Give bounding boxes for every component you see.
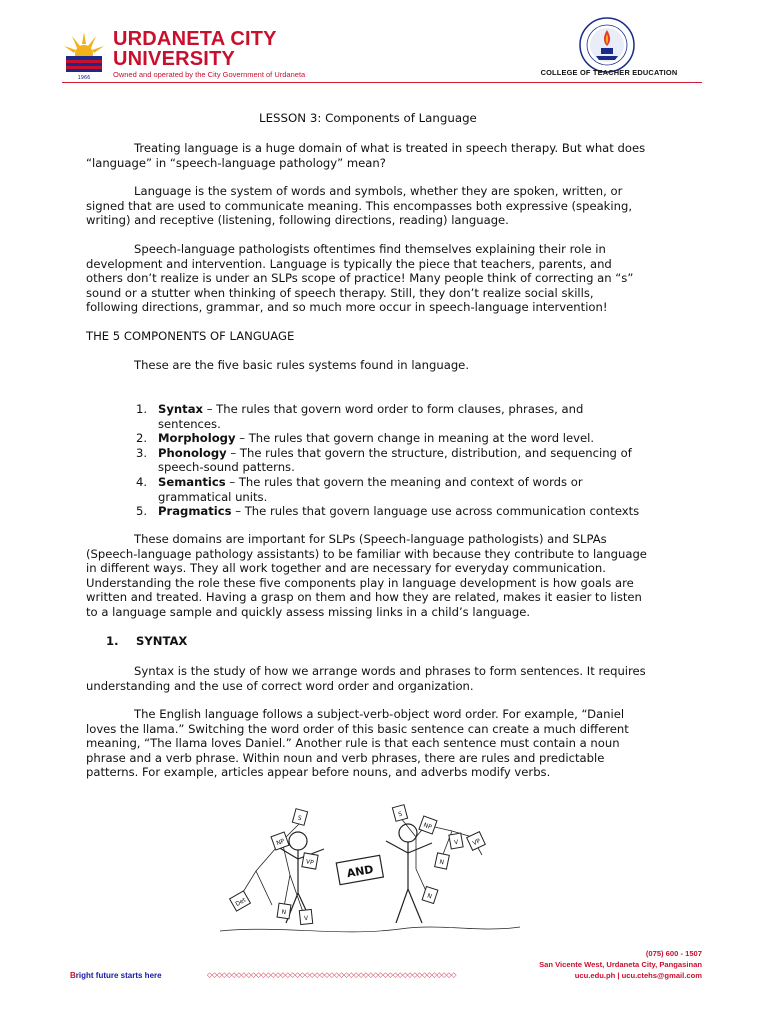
tree-card: VP — [471, 837, 482, 848]
syntax-juggler-illustration — [220, 797, 520, 939]
list-item — [136, 475, 684, 504]
text-line: loves the llama.” Switching the word order of this basic sentence can create a much different — [86, 721, 629, 736]
list-term: Semantics — [158, 474, 226, 489]
list-number: 1. — [136, 402, 148, 416]
tree-card: S — [296, 814, 303, 823]
list-item — [136, 402, 684, 431]
list-number: 2. — [136, 431, 148, 446]
text-line: patterns. For example, articles appear before nouns, and adverbs modify verbs. — [86, 765, 551, 780]
tree-card: N — [426, 892, 433, 901]
tree-card: VP — [305, 858, 315, 867]
list-item — [136, 431, 684, 446]
text-line: Language is the system of words and symbols, whether they are spoken, written, or — [134, 184, 623, 198]
tagline-text: right future starts here — [75, 971, 162, 980]
tree-card: V — [303, 914, 309, 923]
components-list — [136, 402, 684, 519]
footer-address: San Vicente West, Urdaneta City, Pangasinan — [539, 960, 702, 969]
text-line: others don’t realize is under an SLPs scope of practice! Many people think of correcting an “s” — [86, 271, 634, 286]
list-desc: – The rules that govern change in meaning at the word level. — [235, 431, 595, 446]
syntax-heading — [106, 634, 187, 648]
list-number: 3. — [136, 445, 148, 460]
components-heading: THE 5 COMPONENTS OF LANGUAGE — [86, 329, 295, 343]
list-item — [136, 504, 684, 519]
list-number: 5. — [136, 504, 148, 519]
text-line: The English language follows a subject-verb-object word order. For example, “Daniel — [134, 707, 625, 721]
text-line: development and intervention. Language is typically the piece that teachers, parents, and — [86, 256, 612, 271]
university-name-line2: UNIVERSITY — [113, 48, 236, 70]
syntax-number: 1. — [106, 634, 119, 648]
text-line: Treating language is a huge domain of what is treated in speech therapy. But what does — [134, 141, 646, 155]
intro-paragraph-2 — [86, 184, 686, 228]
text-line: Understanding the role these five components play in language development is how goals are — [86, 575, 634, 590]
lesson-title — [259, 111, 477, 126]
tree-card: N — [281, 908, 287, 917]
syntax-heading-text: SYNTAX — [136, 634, 188, 648]
tree-card: V — [453, 838, 459, 847]
text-line: sound or a stutter when thinking of speech therapy. Still, they don’t realize social skills, — [86, 285, 594, 300]
components-summary-paragraph — [86, 532, 686, 620]
tree-card: S — [397, 810, 404, 819]
list-desc-continued: speech-sound patterns. — [158, 460, 295, 475]
footer-tagline — [70, 971, 162, 980]
lesson-title-prefix: LESSON 3: — [259, 111, 326, 125]
footer-phone: (075) 600 - 1507 — [645, 949, 702, 958]
list-desc: – The rules that govern the structure, distribution, and sequencing of — [226, 445, 632, 460]
intro-paragraph-1 — [86, 141, 686, 170]
university-name — [113, 29, 277, 69]
university-name-line1: URDANETA CITY — [113, 28, 277, 50]
list-term: Morphology — [158, 431, 236, 446]
university-tagline: Owned and operated by the City Government of Urdaneta — [113, 70, 306, 79]
intro-paragraph-3 — [86, 242, 686, 315]
text-line: written and treated. Having a grasp on them and how they are related, makes it easier to listen — [86, 590, 642, 605]
list-desc-continued: sentences. — [158, 416, 221, 431]
syntax-paragraph-1 — [86, 664, 686, 693]
text-line: following directions, grammar, and so much more occur in speech-language intervention! — [86, 300, 608, 315]
list-term: Syntax — [158, 402, 204, 416]
text-line: understanding and the use of correct word order and organization. — [86, 678, 474, 693]
figure-head — [289, 832, 307, 850]
list-term: Pragmatics — [158, 504, 232, 519]
text-line: phrase and a verb phrase. Within noun and verb phrases, there are rules and predictable — [86, 750, 605, 765]
header-divider — [62, 82, 702, 83]
text-line: Syntax is the study of how we arrange words and phrases to form sentences. It requires — [134, 664, 646, 678]
list-number: 4. — [136, 474, 148, 489]
list-item — [136, 446, 684, 475]
list-desc: – The rules that govern word order to form clauses, phrases, and — [203, 402, 584, 416]
list-desc-continued: grammatical units. — [158, 489, 268, 504]
footer-contact — [480, 948, 702, 981]
text-line: meaning, “The llama loves Daniel.” Another rule is that each sentence must contain a noun — [86, 736, 620, 751]
university-logo — [62, 30, 106, 80]
tree-card: NP — [275, 837, 286, 848]
text-line: These domains are important for SLPs (Speech-language pathologists) and SLPAs — [134, 532, 607, 546]
text-line: Speech-language pathologists oftentimes find themselves explaining their role in — [134, 242, 606, 256]
and-label: AND — [345, 862, 375, 881]
text-line: writing) and receptive (listening, following directions, reading) language. — [86, 213, 509, 228]
college-name: COLLEGE OF TEACHER EDUCATION — [540, 68, 678, 77]
list-term: Phonology — [158, 445, 227, 460]
text-line: signed that are used to communicate meaning. This encompasses both expressive (speaking, — [86, 198, 633, 213]
tagline-initial: B — [70, 971, 76, 980]
lesson-title-main: Components of Language — [325, 111, 477, 125]
syntax-paragraph-2 — [86, 707, 686, 780]
list-desc: – The rules that govern the meaning and context of words or — [225, 474, 583, 489]
logo-year: 1966 — [77, 75, 91, 80]
text-line: to a language sample and quickly assess missing links in a child’s language. — [86, 604, 531, 619]
college-seal — [578, 16, 636, 74]
text-line: in different ways. They all work together and are necessary for everyday communication. — [86, 561, 606, 576]
text-line: “language” in “speech-language pathology” mean? — [86, 155, 386, 170]
tree-card: N — [438, 858, 445, 867]
components-intro: These are the five basic rules systems found in language. — [134, 358, 470, 372]
list-desc: – The rules that govern language use across communication contexts — [231, 504, 640, 519]
footer-web-email: ucu.edu.ph | ucu.ctehs@gmail.com — [574, 971, 702, 980]
text-line: (Speech-language pathology assistants) to be familiar with because they contribute to language — [86, 546, 647, 561]
footer-diamond-divider: ◇◇◇◇◇◇◇◇◇◇◇◇◇◇◇◇◇◇◇◇◇◇◇◇◇◇◇◇◇◇◇◇◇◇◇◇◇◇◇◇◇◇◇◇◇◇◇◇◇◇◇ — [207, 971, 457, 979]
tree-card: NP — [422, 821, 433, 832]
tree-card: Det — [234, 896, 248, 908]
